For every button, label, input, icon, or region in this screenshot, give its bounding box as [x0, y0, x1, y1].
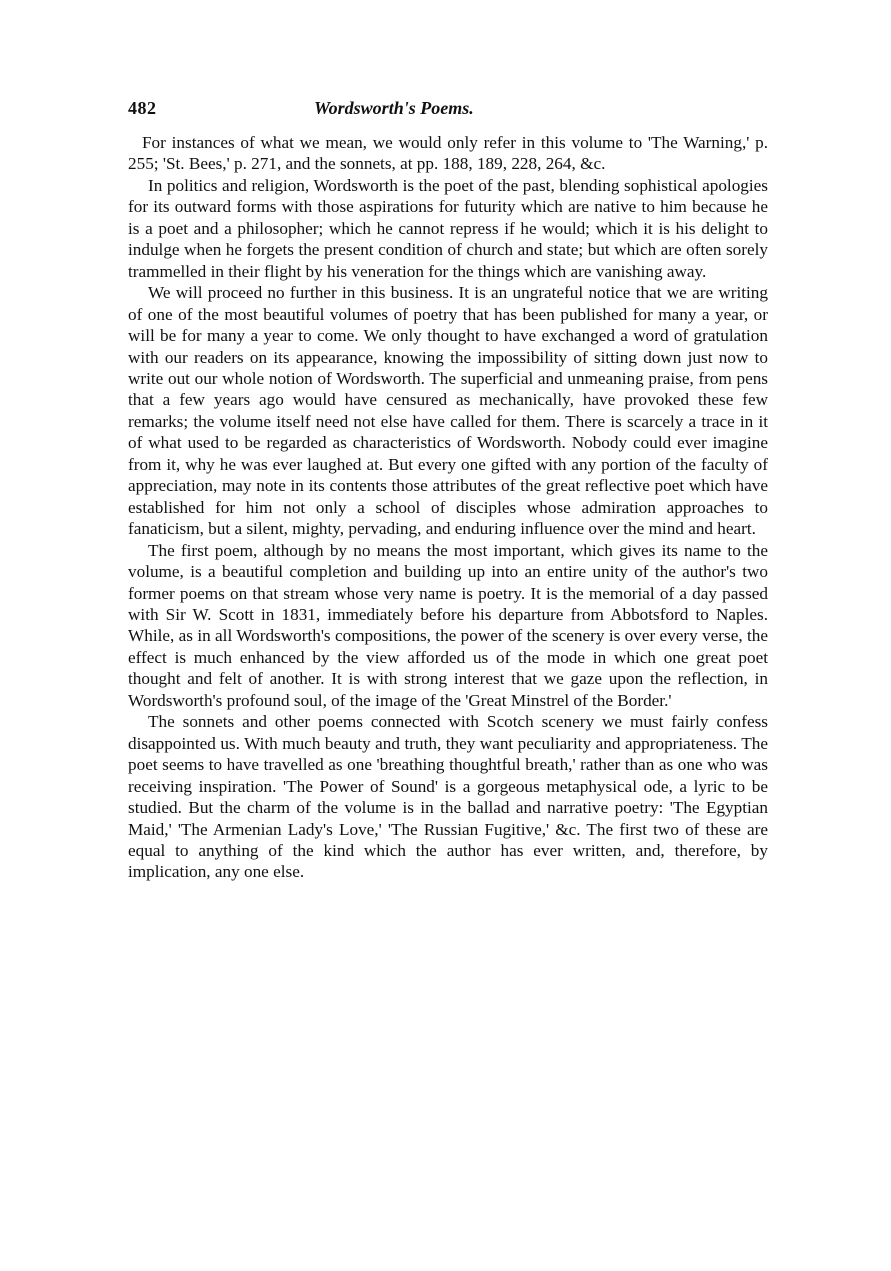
paragraph-proceed-no-further: We will proceed no further in this business. It is an ungrateful notice that we are writing of one of the most beautiful volumes of poetry that has been published for many a year, or will be for many a year to come. We only thought to have exchanged a word of gratulation with our readers on its appearance, knowing the impossibility of sitting down just now to write out our whole notion of Wordsworth. The superficial and unmeaning praise, from pens that a few years ago would have censured as mechanically, have provoked these few remarks; the volume itself need not else have called for them. There is scarcely a trace in it of what used to be regarded as characteristics of Wordsworth. Nobody could ever imagine from it, why he was ever laughed at. But every one gifted with any portion of the faculty of appreciation, may note in its contents those attributes of the great reflective poet which have established for him not only a school of disciples whose admiration approaches to fanaticism, but a silent, mighty, pervading, and enduring influence over the mind and heart. — [128, 283, 768, 539]
page-number: 482 — [128, 98, 157, 118]
running-title: Wordsworth's Poems. — [314, 98, 474, 118]
paragraph-politics-religion: In politics and religion, Wordsworth is the poet of the past, blending sophistical apologies for its outward forms with those aspirations for futurity which are native to him because he is a poet and a philosopher; which he cannot repress if he would; which it is his delight to indulge when he forgets the present condition of church and state; but which are often sorely trammelled in their flight by his veneration for the things which are vanishing away. — [128, 175, 768, 281]
article-body — [128, 132, 768, 883]
paragraph-sonnets-scotch: The sonnets and other poems connected with Scotch scenery we must fairly confess disappointed us. With much beauty and truth, they want peculiarity and appropriateness. The poet seems to have travelled as one 'breathing thoughtful breath,' rather than as one who was receiving inspiration. 'The Power of Sound' is a gorgeous metaphysical ode, a lyric to be studied. But the charm of the volume is in the ballad and narrative poetry: 'The Egyptian Maid,' 'The Armenian Lady's Love,' 'The Russian Fugitive,' &c. The first two of these are equal to anything of the kind which the author has ever written, and, therefore, by implication, any one else. — [128, 712, 768, 882]
paragraph-first-poem: The first poem, although by no means the most important, which gives its name to the volume, is a beautiful completion and building up into an entire unity of the author's two former poems on that stream whose very name is poetry. It is the memorial of a day passed with Sir W. Scott in 1831, immediately before his departure from Abbotsford to Naples. While, as in all Wordsworth's compositions, the power of the scenery is over every verse, the effect is much enhanced by the view afforded us of the mode in which one great poet thought and felt of another. It is with strong interest that we gaze upon the reflection, in Wordsworth's profound soul, of the image of the 'Great Minstrel of the Border.' — [128, 540, 768, 710]
paragraph-footnote-instances: For instances of what we mean, we would only refer in this volume to 'The Warning,' p. 255; 'St. Bees,' p. 271, and the sonnets, at pp. 188, 189, 228, 264, &c. — [128, 133, 768, 174]
document-page — [128, 98, 768, 883]
page-header — [128, 98, 768, 124]
